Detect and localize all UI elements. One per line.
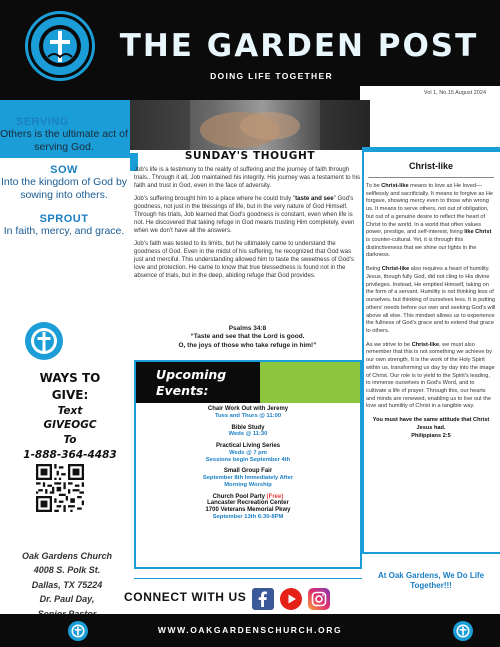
free-badge: (Free) [266,493,284,500]
ways-text-code: GIVEOGC [43,419,97,432]
church-name: Oak Gardens Church [21,551,113,561]
events-header [136,362,360,403]
article-paragraph: As we strive to be Christ-like, we must also remember that this is not something we achieve by our own strength. It is the work of the Holy Spirit within us, transforming us day by day into the image of Christ. Our role is to yield to the Spirit's leading, to immerse ourselves in God's Word, and to cultivate a life of prayer. Through this, our hearts and minds are renewed, enabling us to live out the love and humility of Christ in a tangible way. [366,341,495,410]
sidebar-values [0,116,128,248]
divider [368,177,494,178]
website-link[interactable]: WWW.OAKGARDENSCHURCH.ORG [157,625,343,635]
event-time: Tues and Thurs @ 11:00 [214,412,282,419]
volume-label: Vol 1, No.15 August 2024 [423,90,486,96]
ways-line-3: Text [57,404,83,417]
church-address [6,549,128,621]
serving-heading: SERVING [16,116,69,128]
article-paragraph: Being Christ-like also requires a heart of humility. Jesus, though fully God, did not cling to His divine privileges. Instead, He emptied Himself, taking on the form of a servant. Humility is not thinking less of ourselves, but thinking of ourselves less. It is putting others' needs before our own and seeking God's will above all else. This mindset allows us to experience the fullness of God's grace and to extend that grace to others. [366,266,496,334]
church-logo-footer [68,621,88,641]
church-logo-small [25,322,63,360]
event-name: Church Pool Party (Free) [212,493,284,500]
events-list [136,406,360,526]
divider [134,578,362,579]
sow-text: Into the kingdom of God by sowing into others. [0,176,128,202]
instagram-icon[interactable] [308,588,330,610]
newsletter-title: THE GARDEN POST [119,28,479,64]
psalm-reference: Psalms 34:8 [228,325,267,332]
event-name: Practical Living Series [215,443,281,450]
sprout-heading: SPROUT [39,212,89,225]
event-name: Bible Study [231,424,265,431]
event-item [136,494,360,521]
church-logo [28,14,92,78]
events-title-line: Events: [156,383,209,398]
ways-to-give [8,370,132,462]
masthead [0,0,500,100]
article-paragraph: To be Christ-like means to love as He loved—selflessly and sacrificially. It means to forgive as He forgave, showing mercy even to those who wrong us. It means to serve others, not out of obligation, but out of a genuine desire to reflect the heart of Christ to the world. In a world that often values power, prestige, and self-interest, living like Christ is counter-cultural. Yet, it is through this distinctiveness that we shine our lights in the darkness. [366,183,494,259]
sprout-text: In faith, mercy, and grace. [3,224,125,237]
christlike-article [366,183,496,440]
pastor-name: Dr. Paul Day, [39,594,95,605]
event-item [136,443,360,463]
event-address: 1700 Veterans Memorial Pkwy [205,507,291,514]
upcoming-events-box [134,360,362,569]
psalm-quote [134,325,361,350]
sow-heading: SOW [50,164,78,177]
ways-line-5: To [63,433,77,446]
event-time: Weds @ 7 pm [229,449,267,456]
event-name: Chair Work Out with Jeremy [207,406,289,412]
event-time: Weds @ 11:30 [228,431,268,438]
church-logo-footer [453,621,473,641]
church-city: Dallas, TX 75224 [31,579,103,590]
church-street: 4008 S. Polk St. [33,565,101,576]
event-item [136,406,360,420]
scripture-verse: You must have the same attitude that Christ Jesus had. [372,417,490,431]
events-title-line: Upcoming [156,367,227,382]
qr-code[interactable] [36,464,84,512]
connect-label: CONNECT WITH US [124,590,247,604]
youtube-icon[interactable] [280,588,302,610]
newsletter-subtitle: DOING LIFE TOGETHER [210,71,333,81]
serving-text: Others is the ultimate act of serving God. [0,128,128,154]
article-paragraph: Job's faith was tested to its limits, but he ultimately came to understand the goodness of God. Even in the midst of his suffering, he recognized that God was just and merciful. This understanding allowed him to taste the sweetness of God's love and protection. He came to know that true blessedness is found not in the absence of trials, but in the deep, abiding refuge that God provides. [134,240,354,280]
article-paragraph: Job's suffering brought him to a place where he could truly "taste and see" God's goodness, not just in the blessings of life, but in the very nature of God Himself. Through his trials, Job learned that God's goodness is constant, even when life is not. He discovered that taking refuge in God means trusting Him completely, even when we don't have all the answers. [134,195,355,235]
scripture-reference: Philippians 2:5 [411,432,451,439]
ways-line-2: GIVE: [51,387,89,402]
event-name: Small Group Fair [223,468,273,475]
sundays-thought-heading: SUNDAY'S THOUGHT [184,150,316,162]
psalm-line: “Taste and see that the Lord is good. [190,333,305,341]
sundays-thought-article [134,166,361,285]
event-time: Morning Worship [224,481,272,488]
volume-bar [0,86,500,100]
psalm-line: O, the joys of those who take refuge in him!” [178,341,317,349]
christlike-heading: Christ-like [408,161,453,171]
event-time: September 8th Immediately After [202,475,294,482]
event-item [136,425,360,439]
ways-line-1: WAYS TO [39,371,101,385]
event-venue: Lancaster Recreation Center [207,500,289,507]
facebook-icon[interactable] [252,588,274,610]
event-time: September 13th 6:30-8PM [212,514,284,521]
praying-hands-photo [130,100,370,150]
ways-phone[interactable]: 1-888-364-4483 [23,448,117,461]
event-item [136,468,360,488]
life-together-slogan: At Oak Gardens, We Do Life Together!!! [377,571,485,591]
event-time: Sessions begin September 4th [205,456,291,463]
article-paragraph: Job's life is a testimony to the reality of suffering and the journey of faith through trials.. Through it all, Job maintained his integrity. His journey was a testament to his faith and trust in God, even in the face of adversity. [134,166,361,190]
